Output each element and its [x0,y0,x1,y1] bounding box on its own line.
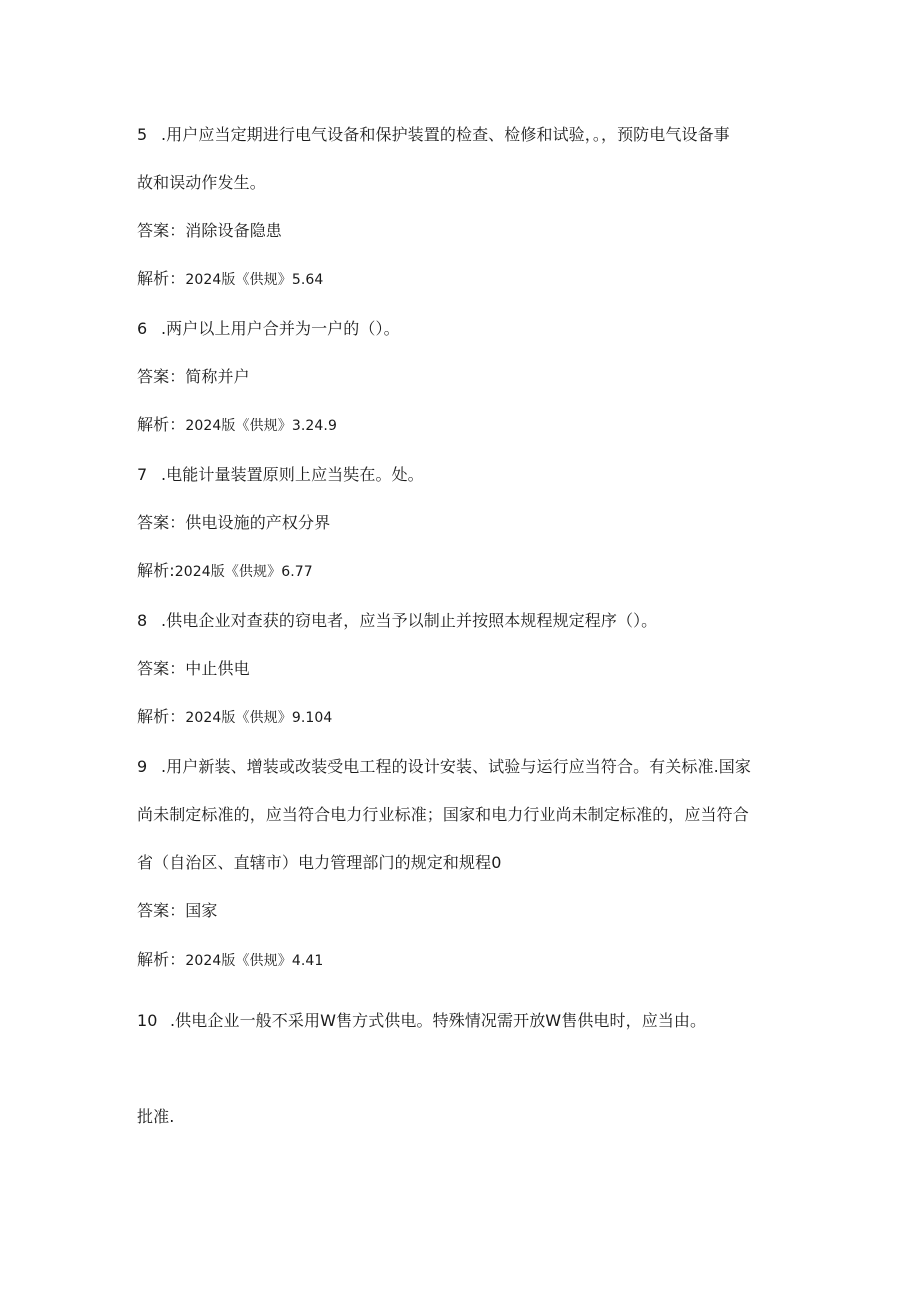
analysis-value: 2024版《供规》4.41 [185,953,324,969]
analysis-label: 解析： [137,707,186,726]
question-text: .用户应当定期进行电气设备和保护装置的检查、检修和试验，。，预防电气设备事 [161,125,730,144]
question-text: .供电企业一般不采用W售方式供电。特殊情况需开放W售供电时，应当由。 [170,1011,707,1030]
analysis-8 [137,707,332,728]
question-number: 7 [137,465,148,484]
analysis-value: 2024版《供规》5.64 [185,272,324,288]
question-8-line-1 [137,611,657,631]
question-number: 8 [137,611,148,630]
answer-7 [137,513,330,533]
question-number: 10 [137,1011,158,1030]
answer-text: 答案：简称并户 [137,367,250,386]
question-text: 省（自治区、直辖市）电力管理部门的规定和规程0 [137,853,502,872]
analysis-7 [137,561,313,582]
answer-text: 答案：消除设备隐患 [137,221,282,240]
analysis-label: 解析： [137,950,186,969]
question-7-line-1 [137,465,424,485]
answer-text: 答案：中止供电 [137,659,250,678]
answer-6 [137,367,250,387]
question-5-line-2 [137,173,266,193]
analysis-label: 解析： [137,415,186,434]
question-10-line-1 [137,1011,706,1031]
answer-text: 答案：国家 [137,901,218,920]
question-9-line-3 [137,853,501,873]
approval-text: 批准. [137,1107,175,1126]
answer-8 [137,659,250,679]
question-text: .两户以上用户合并为一户的（）。 [161,319,400,338]
question-9-line-1 [137,757,751,777]
question-text: 故和误动作发生。 [137,173,266,192]
answer-9 [137,901,218,921]
question-text: .电能计量装置原则上应当奘在。处。 [161,465,424,484]
question-text: 尚未制定标准的，应当符合电力行业标准；国家和电力行业尚未制定标准的，应当符合 [137,805,749,824]
question-text: .供电企业对查获的窃电者，应当予以制止并按照本规程规定程序（）。 [161,611,658,630]
question-5-line-1 [137,125,730,145]
approval-line [137,1107,174,1127]
question-number: 6 [137,319,148,338]
analysis-label: 解析： [137,269,186,288]
question-number: 9 [137,757,148,776]
answer-text: 答案：供电设施的产权分界 [137,513,331,532]
analysis-9 [137,950,323,971]
analysis-label: 解析: [137,561,175,580]
question-9-line-2 [137,805,749,825]
analysis-6 [137,415,337,436]
analysis-5 [137,269,323,290]
question-number: 5 [137,125,148,144]
analysis-value: 2024版《供规》3.24.9 [185,418,337,434]
question-text: .用户新装、增装或改装受电工程的设计安装、试验与运行应当符合。有关标准.国家 [161,757,751,776]
question-6-line-1 [137,319,400,339]
analysis-value: 2024版《供规》6.77 [174,564,313,580]
answer-5 [137,221,282,241]
analysis-value: 2024版《供规》9.104 [185,710,333,726]
